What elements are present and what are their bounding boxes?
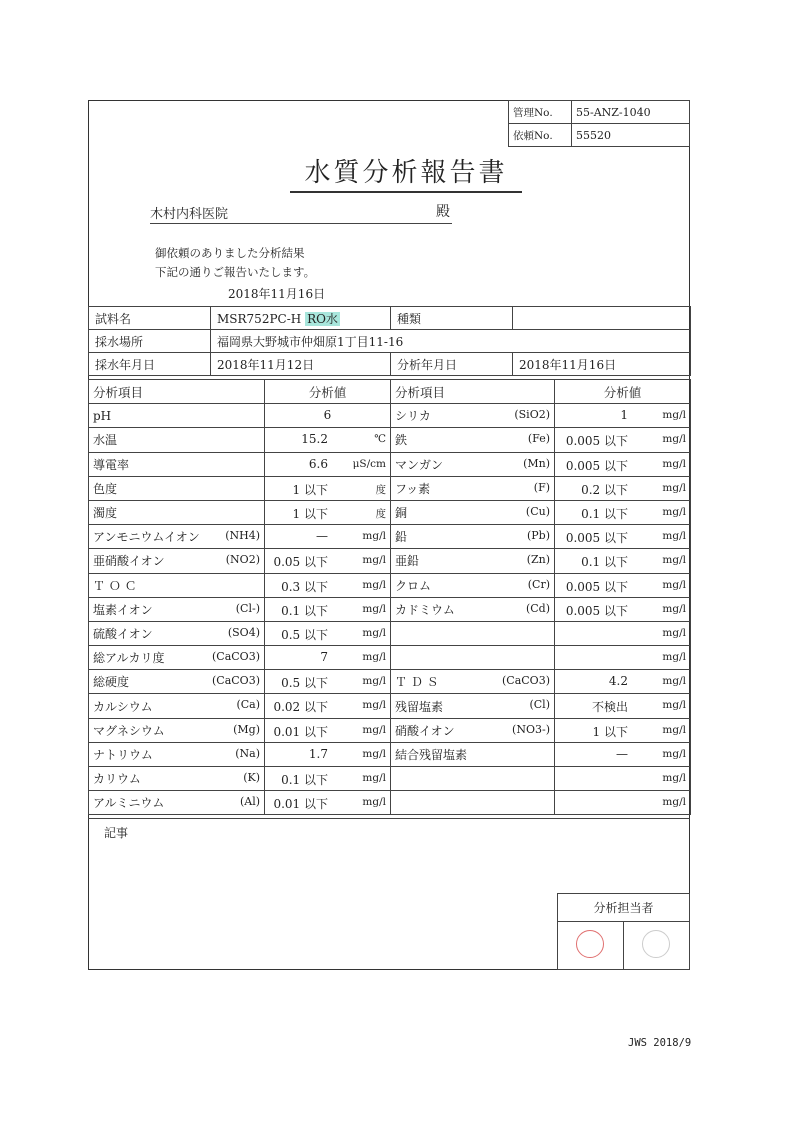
table-row [89, 476, 691, 500]
left-item-unit: mg/l [362, 772, 386, 784]
type-label: 種類 [391, 307, 513, 330]
right-item-header: 分析項目 [391, 380, 555, 404]
left-item-formula: (CaCO3) [212, 674, 260, 688]
report-date: 2018年11月16日 [228, 287, 326, 301]
mgmt-no-value: 55-ANZ-1040 [572, 101, 690, 124]
footer-code: JWS 2018/9 [628, 1037, 692, 1049]
right-item-formula: (Cr) [527, 577, 550, 591]
right-item-name: クロム [395, 578, 432, 593]
right-item-formula: (Cu) [525, 504, 550, 518]
left-item-unit: 度 [375, 507, 386, 520]
right-item-value-cell [555, 404, 691, 428]
left-item-unit: mg/l [362, 723, 386, 736]
notes-label: 記事 [104, 826, 129, 840]
table-row [89, 573, 691, 597]
left-item-value-cell [265, 428, 391, 452]
left-item-formula: (SO4) [227, 625, 260, 639]
right-item-name: マンガン [395, 457, 444, 472]
left-item-unit: mg/l [362, 554, 386, 567]
right-item-unit: mg/l [662, 505, 686, 518]
right-item-unit: mg/l [662, 530, 686, 543]
right-item-formula: (Fe) [527, 432, 550, 446]
right-item-value-cell [555, 500, 691, 524]
sample-name-label: 試料名 [89, 307, 211, 330]
left-item-value: 0.3 以下 [281, 579, 328, 594]
right-item-unit: mg/l [662, 772, 686, 784]
left-item-value-cell [265, 404, 391, 428]
left-item-unit: mg/l [362, 747, 386, 760]
left-item-value-cell [265, 646, 391, 670]
left-item-name-cell [89, 694, 265, 718]
right-item-unit: mg/l [662, 626, 686, 639]
right-item-unit: mg/l [662, 554, 686, 567]
left-item-value-cell [265, 452, 391, 476]
right-item-value-cell [555, 621, 691, 645]
right-item-value: 1 以下 [592, 724, 628, 739]
right-item-name: 硝酸イオン [395, 723, 455, 738]
right-item-name-cell [391, 742, 555, 766]
left-item-value: 0.02 以下 [273, 700, 328, 715]
left-item-unit: mg/l [362, 796, 386, 809]
right-item-unit: mg/l [662, 457, 686, 470]
right-item-name-cell [391, 573, 555, 597]
left-item-formula: (CaCO3) [212, 650, 260, 664]
left-item-name-cell [89, 621, 265, 645]
sample-name-cell [211, 307, 391, 330]
right-item-value: 4.2 [608, 674, 628, 689]
left-item-formula: (Na) [235, 746, 260, 760]
left-value-header: 分析値 [265, 380, 391, 404]
right-item-name: 亜鉛 [395, 554, 420, 569]
request-no-label: 依頼No. [509, 124, 572, 147]
right-item-value-cell [555, 791, 691, 815]
right-item-name-cell [391, 476, 555, 500]
left-item-name: カルシウム [93, 699, 153, 714]
left-item-value: 0.01 以下 [273, 724, 328, 739]
left-item-unit: mg/l [362, 651, 386, 664]
table-row [89, 621, 691, 645]
right-item-formula: (Zn) [526, 553, 550, 567]
right-item-value: 0.005 以下 [565, 531, 628, 546]
analyst-label: 分析担当者 [558, 894, 690, 922]
left-item-value: 15.2 [301, 432, 328, 447]
left-item-value-cell [265, 791, 391, 815]
right-item-unit: mg/l [662, 433, 686, 446]
left-item-name-cell [89, 718, 265, 742]
left-item-name-cell [89, 500, 265, 524]
right-item-value-cell [555, 742, 691, 766]
right-item-value-cell [555, 670, 691, 694]
left-item-name-cell [89, 404, 265, 428]
sampling-date-label: 採水年月日 [89, 353, 211, 376]
right-item-unit: mg/l [662, 699, 686, 712]
right-item-value: 0.005 以下 [565, 603, 628, 618]
right-item-value-cell [555, 476, 691, 500]
left-item-name: 総硬度 [93, 675, 130, 690]
left-item-unit: mg/l [362, 675, 386, 688]
left-item-name: 硫酸イオン [93, 626, 153, 641]
client-line [150, 203, 452, 224]
right-item-unit: mg/l [662, 796, 686, 809]
sampling-date-value: 2018年11月12日 [211, 353, 391, 376]
left-item-value: 0.01 以下 [273, 797, 328, 812]
right-item-value: 0.005 以下 [565, 434, 628, 449]
table-row [89, 646, 691, 670]
sample-info-table [88, 306, 691, 376]
table-row [89, 597, 691, 621]
right-item-value-cell [555, 646, 691, 670]
left-item-name-cell [89, 525, 265, 549]
left-item-value: 0.5 以下 [281, 627, 328, 642]
right-item-name-cell [391, 694, 555, 718]
table-row [89, 742, 691, 766]
table-row [89, 500, 691, 524]
left-item-name: Ｔ Ｏ Ｃ [93, 578, 137, 593]
left-item-value-cell [265, 500, 391, 524]
left-item-formula: (K) [243, 771, 260, 784]
left-item-value: 0.05 以下 [273, 555, 328, 570]
left-item-name-cell [89, 428, 265, 452]
left-item-unit: mg/l [362, 530, 386, 543]
analysis-date-value: 2018年11月16日 [513, 353, 691, 376]
left-item-value: 7 [320, 650, 328, 665]
right-item-value-cell [555, 694, 691, 718]
left-item-unit: mg/l [362, 578, 386, 591]
left-item-unit: mg/l [362, 626, 386, 639]
type-value [513, 307, 691, 330]
left-item-name: 導電率 [93, 457, 130, 472]
left-item-name: 濁度 [93, 506, 118, 521]
left-item-value-cell [265, 718, 391, 742]
left-item-unit: μS/cm [352, 457, 386, 470]
right-item-value-cell [555, 452, 691, 476]
analyst-stamp-cell-2 [623, 922, 689, 970]
right-item-value-cell [555, 718, 691, 742]
left-item-formula: (Al) [239, 795, 260, 809]
analysis-date-label: 分析年月日 [391, 353, 513, 376]
left-item-name: ナトリウム [93, 747, 153, 762]
right-item-value-cell [555, 573, 691, 597]
right-item-name-cell [391, 597, 555, 621]
right-item-unit: mg/l [662, 481, 686, 494]
left-item-value: 0.1 以下 [281, 603, 328, 618]
right-item-name-cell [391, 428, 555, 452]
table-row [89, 549, 691, 573]
left-item-name-cell [89, 476, 265, 500]
left-item-name: pH [93, 408, 112, 423]
right-item-name: 残留塩素 [395, 699, 444, 714]
left-item-value-cell [265, 694, 391, 718]
right-item-unit: mg/l [662, 747, 686, 760]
right-item-unit: mg/l [662, 578, 686, 591]
left-item-value-cell [265, 549, 391, 573]
right-item-unit: mg/l [662, 723, 686, 736]
left-item-header: 分析項目 [89, 380, 265, 404]
left-item-unit: ℃ [374, 433, 386, 446]
request-no-value: 55520 [572, 124, 690, 147]
right-item-name-cell [391, 500, 555, 524]
left-item-name: 総アルカリ度 [93, 651, 165, 666]
left-item-value-cell [265, 525, 391, 549]
client-honorific: 殿 [436, 204, 450, 220]
right-item-name-cell [391, 791, 555, 815]
right-item-name-cell [391, 767, 555, 791]
right-item-formula: (Cd) [525, 601, 550, 615]
table-row [89, 670, 691, 694]
sample-name-value: MSR752PC-H [217, 311, 302, 326]
left-item-value-cell [265, 670, 391, 694]
right-item-name-cell [391, 670, 555, 694]
left-item-name: 水温 [93, 433, 118, 448]
right-item-unit: mg/l [662, 602, 686, 615]
left-item-formula: (Ca) [236, 698, 260, 712]
left-item-value: 1 以下 [292, 482, 328, 497]
left-item-name-cell [89, 767, 265, 791]
table-row [89, 791, 691, 815]
page-title: 水質分析報告書 [290, 152, 522, 193]
table-row [89, 767, 691, 791]
left-item-value-cell [265, 597, 391, 621]
right-item-name: カドミウム [395, 602, 455, 617]
right-item-formula: (SiO2) [514, 408, 550, 422]
right-item-value: 0.1 以下 [581, 506, 628, 521]
left-item-name: 亜硝酸イオン [93, 554, 165, 569]
location-value: 福岡県大野城市仲畑原1丁目11-16 [211, 330, 691, 353]
right-item-value: 1 [620, 408, 628, 423]
left-item-value: 1.7 [308, 746, 328, 761]
analyst-stamp-cell-1 [558, 922, 624, 970]
left-item-unit: mg/l [362, 699, 386, 712]
left-item-name: アンモニウムイオン [93, 530, 200, 545]
right-item-value: 0.2 以下 [581, 482, 628, 497]
left-item-name-cell [89, 452, 265, 476]
right-item-name-cell [391, 404, 555, 428]
client-name: 木村内科医院 [150, 207, 229, 222]
analysis-table [88, 379, 691, 815]
right-item-value-cell [555, 549, 691, 573]
left-item-name: 色度 [93, 481, 118, 496]
left-item-name: 塩素イオン [93, 602, 153, 617]
right-item-formula: (CaCO3) [502, 674, 550, 688]
left-item-value: 6 [323, 408, 332, 423]
table-row [89, 404, 691, 428]
right-item-value: 0.1 以下 [581, 555, 628, 570]
right-item-value: 0.005 以下 [565, 458, 628, 473]
right-item-formula: (NO3-) [512, 722, 550, 736]
left-item-value-cell [265, 742, 391, 766]
left-item-name-cell [89, 670, 265, 694]
left-item-formula: (Cl-) [235, 601, 260, 615]
blank-seal-icon [642, 930, 670, 958]
right-item-formula: (Cl) [529, 698, 550, 712]
location-label: 採水場所 [89, 330, 211, 353]
right-item-value-cell [555, 767, 691, 791]
right-item-name: 銅 [395, 506, 408, 521]
notes-divider [88, 818, 690, 819]
left-item-formula: (Mg) [233, 722, 260, 736]
right-value-header: 分析値 [555, 380, 691, 404]
right-item-formula: (Pb) [526, 529, 550, 543]
management-table [508, 100, 690, 147]
left-item-name: カリウム [93, 772, 141, 787]
left-item-value-cell [265, 476, 391, 500]
right-item-name: Ｔ Ｄ Ｓ [395, 675, 439, 690]
right-item-value-cell [555, 428, 691, 452]
right-item-name: シリカ [395, 409, 431, 424]
right-item-value-cell [555, 525, 691, 549]
left-item-value: — [316, 529, 328, 544]
table-row [89, 428, 691, 452]
right-item-value: — [616, 746, 628, 761]
left-item-formula: (NH4) [225, 529, 260, 543]
right-item-unit: mg/l [662, 651, 686, 664]
table-row [89, 718, 691, 742]
right-item-name-cell [391, 646, 555, 670]
left-item-value-cell [265, 767, 391, 791]
intro-text [155, 244, 315, 282]
left-item-value-cell [265, 621, 391, 645]
left-item-name-cell [89, 791, 265, 815]
left-item-unit: 度 [375, 483, 386, 496]
left-item-value-cell [265, 573, 391, 597]
analyst-box [557, 893, 690, 970]
right-item-name: フッ素 [395, 481, 431, 496]
table-row [89, 525, 691, 549]
left-item-name-cell [89, 549, 265, 573]
table-row [89, 694, 691, 718]
intro-line-2: 下記の通りご報告いたします。 [155, 265, 316, 279]
right-item-value: 不検出 [591, 700, 628, 715]
right-item-formula: (F) [533, 480, 550, 494]
right-item-unit: mg/l [662, 675, 686, 688]
seal-stamp-icon [576, 930, 604, 958]
left-item-name: アルミニウム [93, 796, 165, 811]
left-item-value: 1 以下 [292, 506, 328, 521]
right-item-name-cell [391, 718, 555, 742]
left-item-name: マグネシウム [93, 723, 165, 738]
right-item-value-cell [555, 597, 691, 621]
right-item-name: 結合残留塩素 [395, 747, 468, 762]
right-item-name-cell [391, 525, 555, 549]
left-item-formula: (NO2) [225, 553, 260, 567]
left-item-unit: mg/l [362, 602, 386, 615]
left-item-value: 0.5 以下 [281, 676, 328, 691]
sample-name-highlight: RO水 [307, 311, 338, 326]
right-item-name: 鉛 [395, 530, 408, 545]
left-item-name-cell [89, 646, 265, 670]
left-item-name-cell [89, 597, 265, 621]
right-item-name-cell [391, 549, 555, 573]
mgmt-no-label: 管理No. [509, 101, 572, 124]
left-item-name-cell [89, 573, 265, 597]
left-item-value: 6.6 [308, 456, 328, 471]
left-item-name-cell [89, 742, 265, 766]
left-item-value: 0.1 以下 [281, 773, 328, 787]
right-item-name: 鉄 [395, 433, 408, 448]
right-item-name-cell [391, 452, 555, 476]
right-item-value: 0.005 以下 [565, 579, 628, 594]
right-item-name-cell [391, 621, 555, 645]
intro-line-1: 御依頼のありました分析結果 [155, 246, 305, 260]
table-row [89, 452, 691, 476]
right-item-unit: mg/l [662, 409, 686, 422]
right-item-formula: (Mn) [523, 456, 550, 470]
